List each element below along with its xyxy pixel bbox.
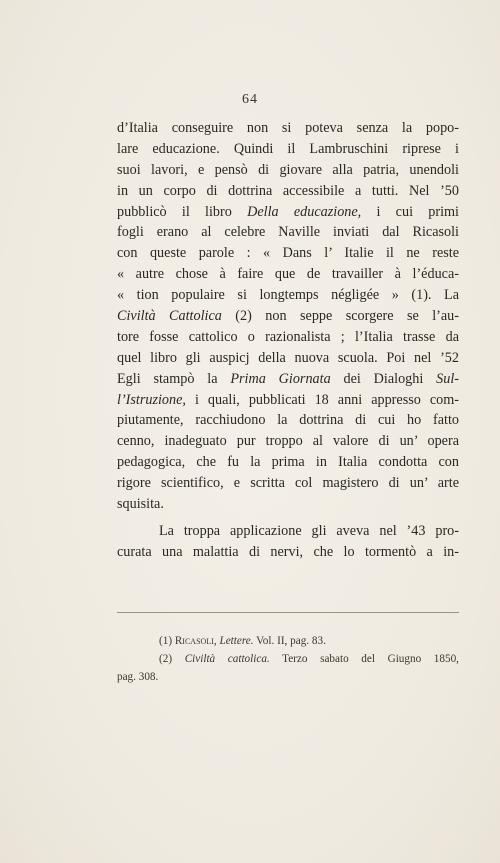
text-line: d’Italia conseguire non si poteva senza la popo- [117, 120, 459, 136]
footnote-2: (2) Civiltà cattolica. Terzo sabato del Giugno 1850, [159, 653, 459, 665]
text-line: piutamente, racchiudono la dottrina di cui ho fatto [117, 412, 459, 429]
text-line: Civiltà Cattolica (2) non seppe scorgere se l’au- [117, 308, 459, 325]
text-line: quel libro gli auspicj della nuova scuola. Poi nel ’52 [117, 349, 459, 366]
text-line: fogli erano al celebre Naville inviati dal Ricasoli [117, 224, 459, 241]
book-title-della-educazione: Della educazione, [247, 203, 362, 220]
footnote-2-continuation: pag. 308. [117, 671, 159, 683]
text-line: cenno, inadeguato pur troppo al valore di un’ opera [117, 433, 459, 450]
main-text [117, 118, 459, 563]
book-title-prima-giornata: Prima Giornata [230, 370, 331, 387]
text-line: l’Istruzione, i quali, pubblicati 18 anni appresso com- [117, 391, 459, 408]
text-line: in un corpo di dottrina accessibile a tutti. Nel ’50 [117, 182, 459, 199]
book-title-istruzione: l’Istruzione, [117, 391, 186, 408]
text-line: con queste parole : « Dans l’ Italie il ne reste [117, 245, 459, 262]
text-line: « tion populaire si longtemps négligée » (1). La [117, 287, 459, 304]
text-line: squisita. [117, 496, 164, 513]
text-line: « autre chose à faire que de travailler à l’éduca- [117, 266, 459, 283]
text-line: tore fosse cattolico o razionalista ; l’Italia trasse da [117, 328, 459, 345]
page-number: 64 [242, 92, 258, 107]
text-line: suoi lavori, e pensò di giovare alla patria, unendoli [117, 161, 459, 178]
text-line: La troppa applicazione gli aveva nel ’43 pro- [159, 522, 459, 539]
footnote-1: (1) Ricasoli, Lettere. Vol. II, pag. 83. [159, 635, 326, 647]
text-line: curata una malattia di nervi, che lo tormentò a in- [117, 543, 459, 560]
footnote-author: Ricasoli, [174, 635, 217, 647]
text-line: lare educazione. Quindi il Lambruschini riprese i [117, 140, 459, 157]
text-line: pubblicò il libro Della educazione, i cui primi [117, 203, 459, 220]
footnote-separator [117, 612, 459, 613]
footnotes [117, 632, 459, 686]
text-line: Egli stampò la Prima Giornata dei Dialoghi Sul- [117, 370, 459, 387]
text-line: rigore scientifico, e scritta col magistero di un’ arte [117, 475, 459, 492]
journal-title: Civiltà Cattolica [117, 308, 222, 325]
text-line: pedagogica, che fu la prima in Italia condotta con [117, 454, 459, 471]
